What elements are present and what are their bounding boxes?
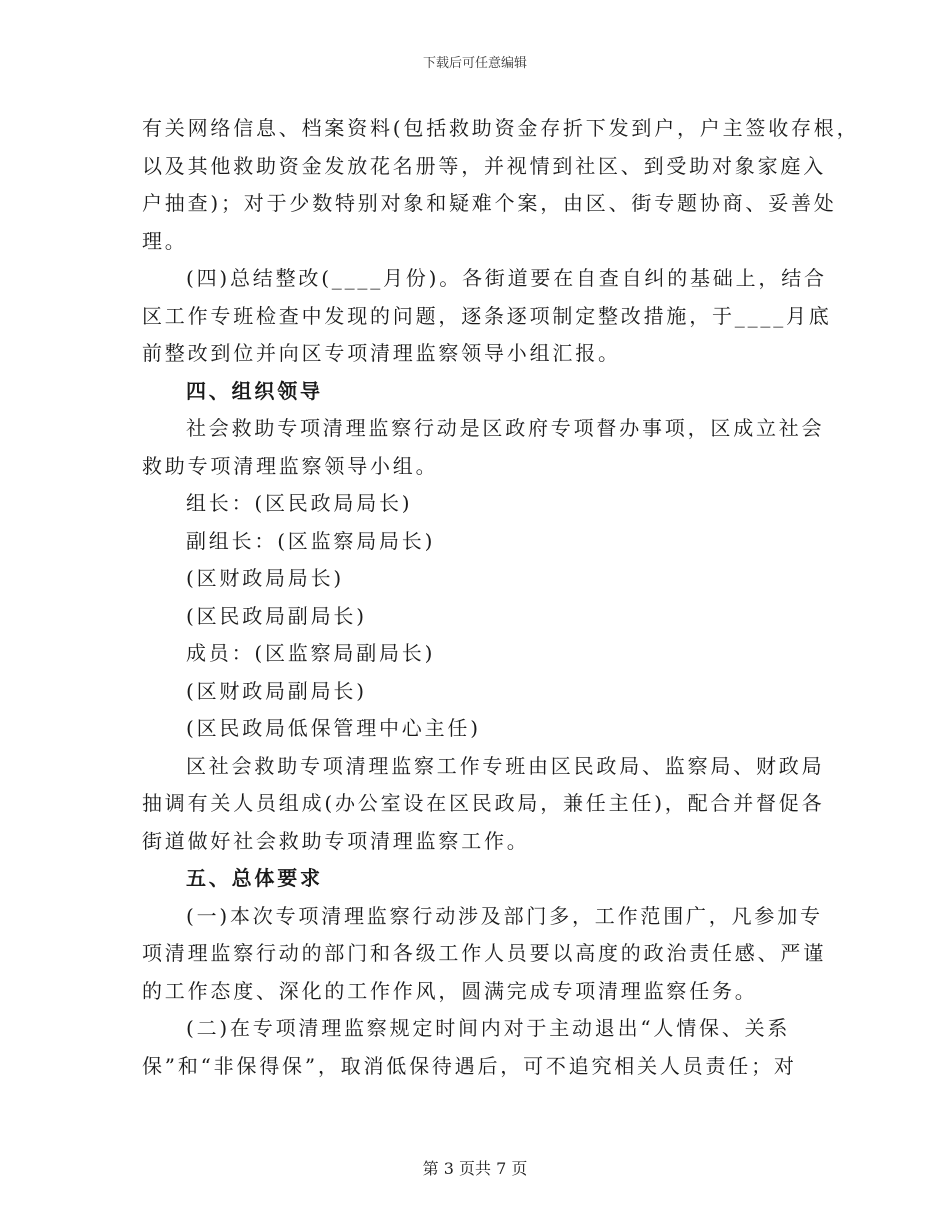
text-line: 保”和“非保得保”，取消低保待遇后，可不追究相关人员责任；对 [142, 1053, 797, 1078]
text-line: 前整改到位并向区专项清理监察领导小组汇报。 [142, 341, 621, 365]
document-body [142, 110, 860, 1085]
text-line: 区工作专班检查中发现的问题，逐条逐项制定整改措施，于____月底 [142, 303, 832, 328]
text-line: 副组长：(区监察局局长) [186, 528, 436, 553]
page-header: 下载后可任意编辑 [422, 56, 527, 71]
section-heading: 五、总体要求 [186, 866, 323, 890]
section-heading: 四、组织领导 [186, 378, 323, 403]
text-line: 组长：(区民政局局长) [186, 491, 413, 515]
text-line: 有关网络信息、档案资料(包括救助资金存折下发到户，户主签收存根， [142, 116, 860, 140]
text-line: 户抽查)；对于少数特别对象和疑难个案，由区、街专题协商、妥善处 [142, 191, 837, 215]
text-line: (区民政局低保管理中心主任) [186, 716, 481, 740]
text-line: 理。 [142, 228, 188, 253]
text-line: (四)总结整改(____月份)。各街道要在自查自纠的基础上，结合 [186, 266, 827, 290]
text-line: 社会救助专项清理监察行动是区政府专项督办事项，区成立社会 [186, 416, 825, 440]
text-line: (二)在专项清理监察规定时间内对于主动退出“人情保、关系 [186, 1016, 791, 1040]
text-line: 街道做好社会救助专项清理监察工作。 [142, 828, 530, 853]
text-line: 区社会救助专项清理监察工作专班由区民政局、监察局、财政局 [186, 753, 825, 778]
text-line: 的工作态度、深化的工作作风，圆满完成专项清理监察任务。 [142, 978, 758, 1003]
text-line: 抽调有关人员组成(办公室设在区民政局，兼任主任)，配合并督促各 [142, 791, 825, 815]
text-line: 项清理监察行动的部门和各级工作人员要以高度的政治责任感、严谨 [142, 941, 826, 965]
text-line: 救助专项清理监察领导小组。 [142, 453, 439, 478]
text-line: 成员：(区监察局副局长) [186, 641, 436, 665]
text-line: (一)本次专项清理监察行动涉及部门多，工作范围广，凡参加专 [186, 903, 823, 928]
text-line: (区财政局局长) [186, 566, 345, 590]
text-line: (区民政局副局长) [186, 603, 367, 628]
text-line: (区财政局副局长) [186, 678, 367, 703]
text-line: 以及其他救助资金发放花名册等，并视情到社区、到受助对象家庭入 [142, 153, 826, 178]
page-footer: 第 3 页共 7 页 [422, 1159, 528, 1178]
